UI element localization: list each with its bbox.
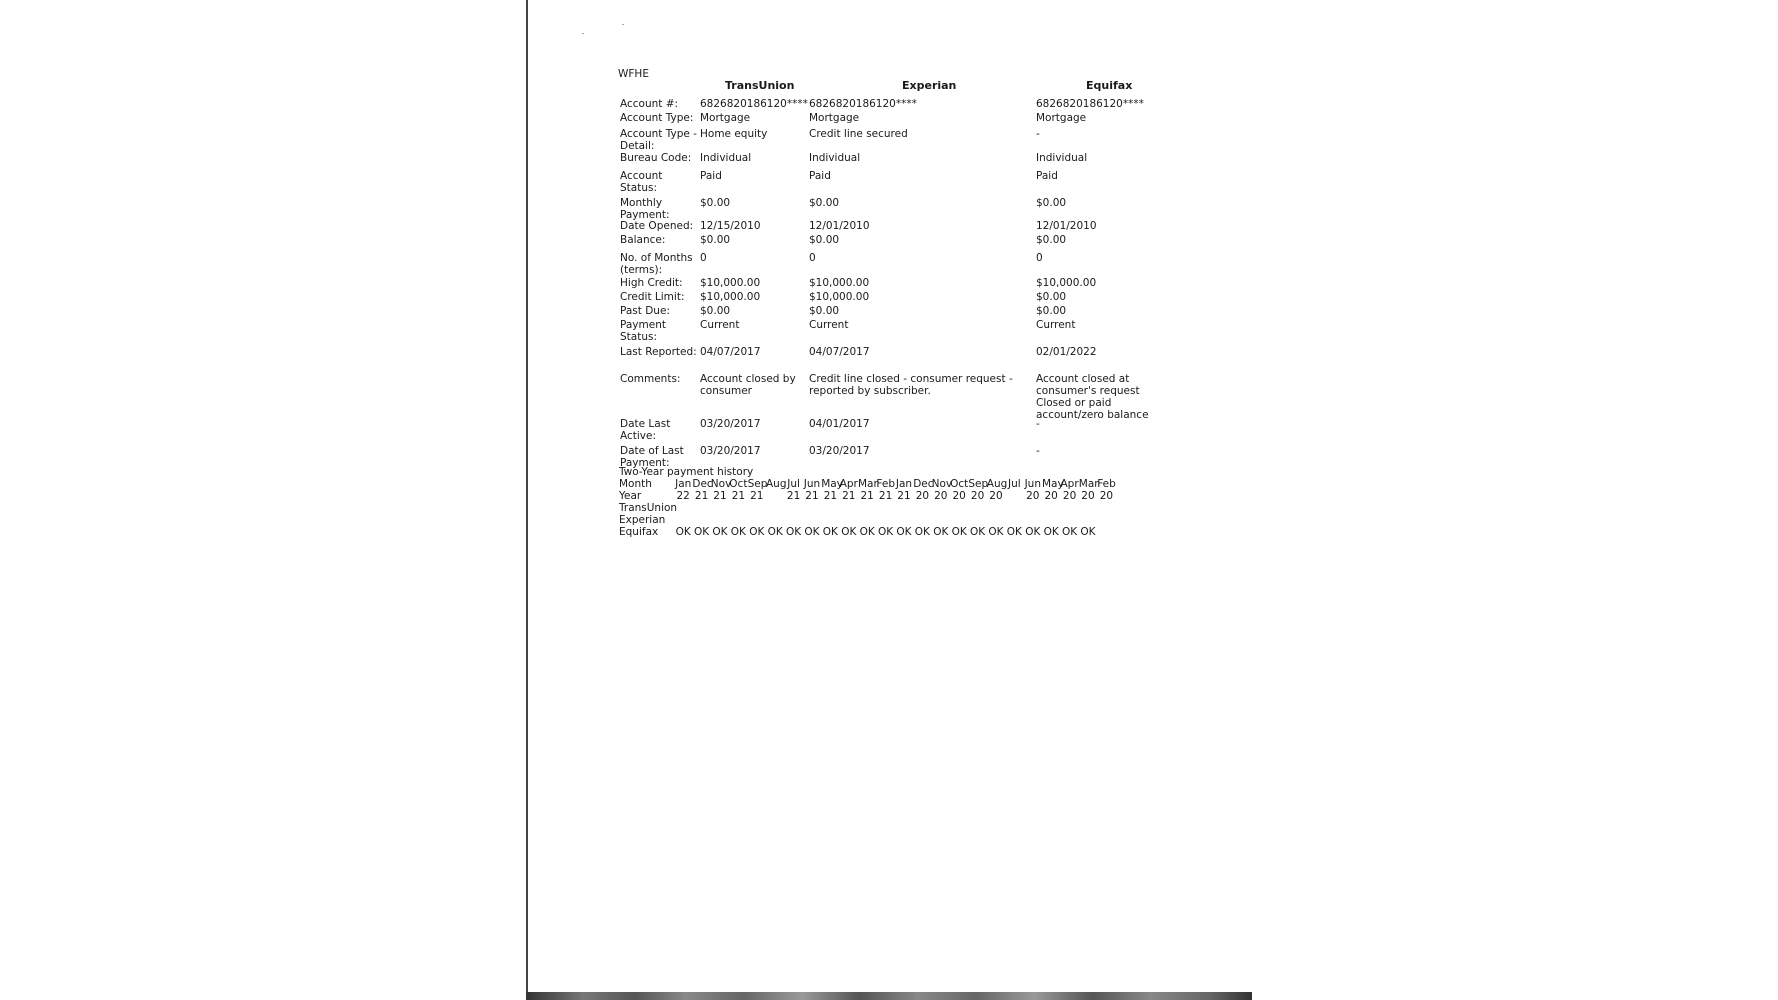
- experian-value: 6826820186120****: [809, 98, 917, 110]
- history-months-cell: Mar: [858, 478, 878, 490]
- row-label: Date Last Active:: [620, 418, 671, 442]
- history-months-cell: Sep: [968, 478, 989, 490]
- row-label: Date Opened:: [620, 220, 694, 232]
- experian-value: Paid: [809, 170, 831, 182]
- history-months-cell: Feb: [1097, 478, 1116, 490]
- history-years-cell: 21: [878, 490, 893, 502]
- history-years-cell: 21: [713, 490, 727, 502]
- history-months-cell: Jun: [803, 478, 821, 490]
- equifax-value: Individual: [1036, 152, 1088, 164]
- row-label: Account Type - Detail:: [620, 128, 697, 152]
- history-equifax-cell: OK: [988, 526, 1004, 538]
- history-equifax-cell: OK: [1025, 526, 1041, 538]
- equifax-value: Mortgage: [1036, 112, 1087, 124]
- history-months-cell: Oct: [950, 478, 969, 490]
- history-months-cell: May: [1042, 478, 1064, 490]
- experian-value: Credit line secured: [809, 128, 908, 140]
- equifax-value: $0.00: [1036, 234, 1067, 246]
- row-label: Bureau Code:: [620, 152, 692, 164]
- history-equifax-cell: OK: [786, 526, 802, 538]
- history-equifax-cell: OK: [767, 526, 783, 538]
- row-label: Payment Status:: [620, 319, 666, 343]
- experian-value: $10,000.00: [809, 291, 870, 303]
- history-months-cell: Oct: [729, 478, 748, 490]
- equifax-value: -: [1036, 418, 1040, 430]
- experian-value: $0.00: [809, 197, 840, 209]
- history-row-label: TransUnion: [619, 502, 678, 514]
- equifax-value: $0.00: [1036, 197, 1067, 209]
- experian-value: 0: [809, 252, 816, 264]
- row-label: Account #:: [620, 98, 679, 110]
- transunion-value: Home equity: [700, 128, 768, 140]
- transunion-value: 12/15/2010: [700, 220, 761, 232]
- transunion-value: Individual: [700, 152, 752, 164]
- row-label: Account Type:: [620, 112, 694, 124]
- history-equifax-cell: OK: [804, 526, 820, 538]
- history-years-cell: 21: [823, 490, 838, 502]
- transunion-value: Paid: [700, 170, 722, 182]
- transunion-value: 03/20/2017: [700, 445, 761, 457]
- transunion-value: Current: [700, 319, 740, 331]
- experian-value: 03/20/2017: [809, 445, 870, 457]
- transunion-value: 03/20/2017: [700, 418, 761, 430]
- history-months-cell: Nov: [710, 478, 732, 490]
- bureau-header-transunion: TransUnion: [725, 79, 795, 92]
- experian-value: Current: [809, 319, 849, 331]
- history-equifax-cell: OK: [1043, 526, 1059, 538]
- experian-value: Individual: [809, 152, 861, 164]
- experian-value: 04/01/2017: [809, 418, 870, 430]
- bureau-header-experian: Experian: [902, 79, 957, 92]
- history-equifax-cell: OK: [730, 526, 746, 538]
- experian-value: $0.00: [809, 305, 840, 317]
- scan-speck: [582, 33, 584, 34]
- history-months-cell: Jul: [1008, 478, 1021, 490]
- transunion-value: 6826820186120****: [700, 98, 808, 110]
- row-label: Credit Limit:: [620, 291, 685, 303]
- experian-value: $10,000.00: [809, 277, 870, 289]
- equifax-value: Current: [1036, 319, 1076, 331]
- transunion-value: 0: [700, 252, 707, 264]
- row-label: Account Status:: [620, 170, 663, 194]
- history-months-cell: Apr: [1060, 478, 1079, 490]
- history-equifax-cell: OK: [712, 526, 728, 538]
- history-years-cell: 20: [970, 490, 985, 502]
- row-label: Past Due:: [620, 305, 670, 317]
- transunion-value: Mortgage: [700, 112, 751, 124]
- history-equifax-cell: OK: [896, 526, 912, 538]
- history-equifax-cell: OK: [822, 526, 838, 538]
- experian-value: Mortgage: [809, 112, 860, 124]
- history-equifax-cell: OK: [878, 526, 894, 538]
- equifax-value: $10,000.00: [1036, 277, 1097, 289]
- history-years-cell: 20: [1026, 490, 1040, 502]
- history-years-cell: 20: [934, 490, 948, 502]
- history-years-cell: 21: [842, 490, 856, 502]
- history-months-cell: Jul: [787, 478, 800, 490]
- scan-bottom-edge: [526, 992, 1252, 1000]
- history-equifax-cell: OK: [1080, 526, 1096, 538]
- equifax-value: $0.00: [1036, 305, 1067, 317]
- equifax-value: -: [1036, 445, 1040, 457]
- history-years-cell: 21: [694, 490, 709, 502]
- history-title: Two-Year payment history: [619, 466, 754, 478]
- equifax-value: 6826820186120****: [1036, 98, 1144, 110]
- transunion-value: $0.00: [700, 234, 731, 246]
- equifax-value: 12/01/2010: [1036, 220, 1097, 232]
- history-years-cell: 21: [860, 490, 874, 502]
- history-months-cell: Feb: [876, 478, 895, 490]
- history-equifax-cell: OK: [914, 526, 930, 538]
- history-equifax-cell: OK: [1062, 526, 1078, 538]
- history-years-cell: 20: [1099, 490, 1114, 502]
- equifax-value: $0.00: [1036, 291, 1067, 303]
- history-months-cell: Sep: [747, 478, 768, 490]
- bureau-header-equifax: Equifax: [1086, 79, 1133, 92]
- transunion-value: 04/07/2017: [700, 346, 761, 358]
- history-equifax-cell: OK: [951, 526, 967, 538]
- history-months-cell: Mar: [1078, 478, 1099, 490]
- history-months-cell: Dec: [692, 478, 713, 490]
- history-equifax-cell: OK: [675, 526, 691, 538]
- history-equifax-cell: OK: [749, 526, 765, 538]
- row-label: Monthly Payment:: [620, 197, 670, 221]
- transunion-value: Account closed by consumer: [700, 373, 796, 397]
- experian-value: 04/07/2017: [809, 346, 870, 358]
- history-months-cell: Nov: [931, 478, 953, 490]
- row-label: Last Reported:: [620, 346, 697, 358]
- history-months-cell: Aug: [766, 478, 787, 490]
- history-equifax-cell: OK: [970, 526, 986, 538]
- history-row-label: Experian: [619, 514, 666, 526]
- history-years-cell: 20: [915, 490, 930, 502]
- transunion-value: $10,000.00: [700, 291, 761, 303]
- row-label: High Credit:: [620, 277, 683, 289]
- history-row-label: Equifax: [619, 526, 659, 538]
- row-label: Comments:: [620, 373, 681, 385]
- history-equifax-cell: OK: [694, 526, 710, 538]
- history-years-cell: 21: [897, 490, 911, 502]
- history-years-cell: 20: [1044, 490, 1058, 502]
- row-label: No. of Months (terms):: [620, 252, 693, 276]
- transunion-value: $0.00: [700, 197, 731, 209]
- history-months-cell: Dec: [913, 478, 934, 490]
- history-months-cell: Apr: [839, 478, 858, 490]
- creditor-name: WFHE: [618, 68, 649, 80]
- row-label: Balance:: [620, 234, 666, 246]
- equifax-value: Paid: [1036, 170, 1058, 182]
- history-months-cell: Jan: [895, 478, 913, 490]
- history-equifax-cell: OK: [859, 526, 875, 538]
- experian-value: 12/01/2010: [809, 220, 870, 232]
- history-equifax-cell: OK: [933, 526, 949, 538]
- experian-value: Credit line closed - consumer request - reported by subscriber.: [809, 373, 1013, 397]
- history-row-label: Year: [619, 490, 642, 502]
- history-years-cell: 20: [1062, 490, 1077, 502]
- history-years-cell: 20: [989, 490, 1003, 502]
- history-years-cell: 21: [731, 490, 746, 502]
- transunion-value: $10,000.00: [700, 277, 761, 289]
- history-months-cell: Jun: [1024, 478, 1041, 490]
- history-years-cell: 20: [952, 490, 966, 502]
- equifax-value: 0: [1036, 252, 1043, 264]
- history-years-cell: 22: [676, 490, 690, 502]
- history-months-cell: May: [821, 478, 843, 490]
- transunion-value: $0.00: [700, 305, 731, 317]
- history-equifax-cell: OK: [841, 526, 857, 538]
- scan-speck: [622, 24, 624, 25]
- history-years-cell: 21: [805, 490, 819, 502]
- equifax-value: 02/01/2022: [1036, 346, 1097, 358]
- history-years-cell: 21: [786, 490, 801, 502]
- history-equifax-cell: OK: [1006, 526, 1022, 538]
- row-label: Date of Last Payment:: [620, 445, 684, 469]
- history-years-cell: 21: [750, 490, 764, 502]
- history-row-label: Month: [619, 478, 652, 490]
- equifax-value: -: [1036, 128, 1040, 140]
- page-left-edge: [526, 0, 528, 1000]
- equifax-value: Account closed at consumer's request Closed or paid account/zero balance: [1036, 373, 1149, 421]
- history-years-cell: 20: [1081, 490, 1095, 502]
- history-months-cell: Jan: [675, 478, 692, 490]
- history-months-cell: Aug: [986, 478, 1008, 490]
- experian-value: $0.00: [809, 234, 840, 246]
